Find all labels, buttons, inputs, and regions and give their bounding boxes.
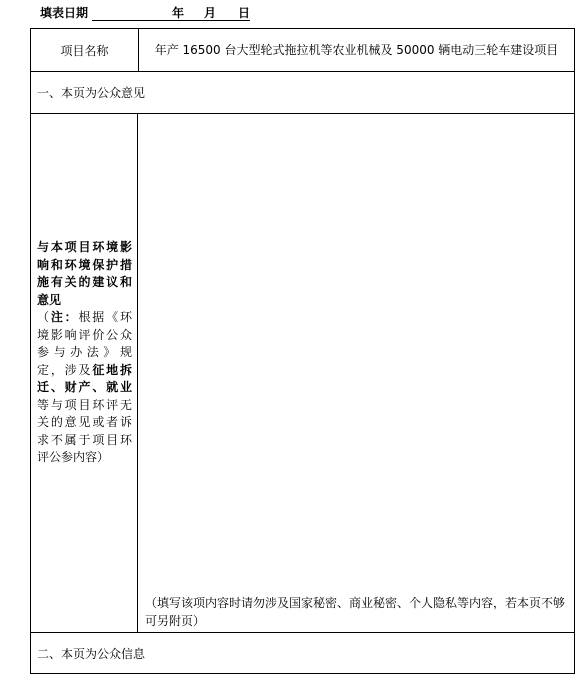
note-highlight: 征地拆迁、财产、就业 xyxy=(37,362,132,394)
section2-row xyxy=(31,633,574,673)
opinion-label-title: 与本项目环境影响和环境保护措施有关的建议和意见 xyxy=(37,240,132,307)
section1-title: 一、本页为公众意见 xyxy=(37,86,146,100)
year-label: 年 xyxy=(172,6,185,20)
date-blank[interactable] xyxy=(92,9,154,21)
note-text2: 等与项目环评无关的意见或者诉求不属于项目环评公参内容） xyxy=(37,397,132,464)
note-prefix: 注： xyxy=(50,310,79,324)
fill-instruction-note: （填写该项内容时请勿涉及国家秘密、商业秘密、个人隐私等内容，若本页不够可另附页） xyxy=(145,596,566,628)
opinion-row xyxy=(31,114,574,633)
section1-row xyxy=(31,72,574,114)
fill-date-line xyxy=(40,4,250,21)
note-text1: 根据《环境影响评价公众参与办法》规定，涉及 xyxy=(37,310,132,377)
project-name-label: 项目名称 xyxy=(31,29,139,71)
day-label: 日 xyxy=(238,6,251,20)
opinion-label xyxy=(31,114,138,632)
opinion-form-table xyxy=(30,28,575,674)
project-name-value: 年产 16500 台大型轮式拖拉机等农业机械及 50000 辆电动三轮车建设项目 xyxy=(154,42,559,57)
month-label: 月 xyxy=(204,6,217,20)
fill-date-label: 填表日期 xyxy=(40,6,89,20)
project-row xyxy=(31,29,574,72)
section2-title: 二、本页为公众信息 xyxy=(37,646,146,661)
note-open: （ xyxy=(37,310,51,324)
opinion-input-area[interactable] xyxy=(139,114,574,632)
